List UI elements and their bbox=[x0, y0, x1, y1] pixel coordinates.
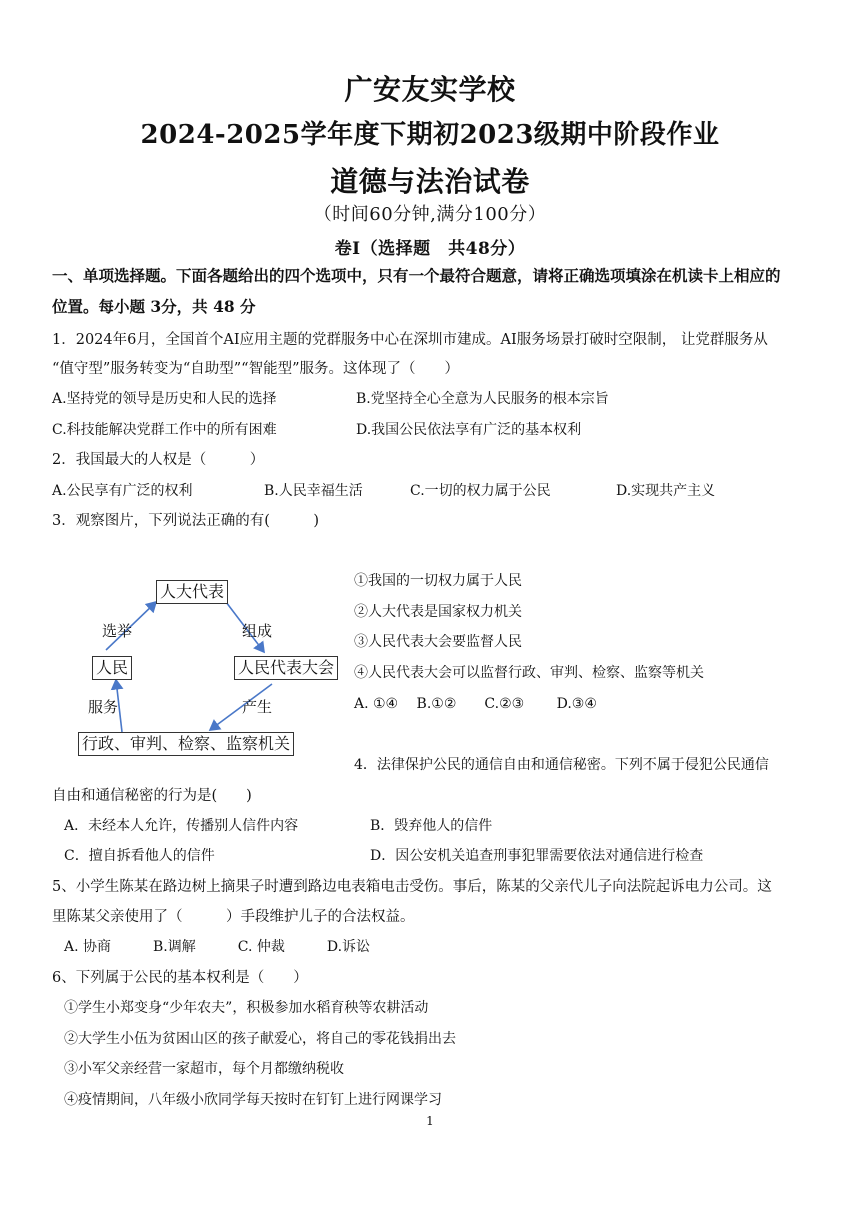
label-serve: 服务 bbox=[88, 698, 119, 716]
school-title: 广安友实学校 bbox=[344, 73, 516, 106]
box-deputies: 人大代表 bbox=[156, 580, 228, 604]
q1-option-d: D.我国公民依法享有广泛的基本权利 bbox=[356, 422, 582, 438]
label-elect: 选举 bbox=[102, 622, 133, 640]
q1-option-a: A.坚持党的领导是历史和人民的选择 bbox=[52, 391, 277, 407]
q6-stem: 6、下列属于公民的基本权利是（ ） bbox=[52, 970, 308, 986]
q4-option-c: C．擅自拆看他人的信件 bbox=[64, 848, 215, 864]
q3-statement-2: ②人大代表是国家权力机关 bbox=[354, 604, 522, 620]
box-organs: 行政、审判、检察、监察机关 bbox=[78, 732, 294, 756]
q2-option-d: D.实现共产主义 bbox=[616, 483, 716, 499]
q4-option-b: B．毁弃他人的信件 bbox=[370, 818, 493, 834]
q3-statement-4: ④人民代表大会可以监督行政、审判、检察、监察等机关 bbox=[354, 665, 704, 681]
q2-option-b: B.人民幸福生活 bbox=[264, 483, 363, 499]
q4-option-a: A．未经本人允许，传播别人信件内容 bbox=[64, 818, 299, 834]
q6-statement-1: ①学生小郑变身“少年农夫”，积极参加水稻育秧等农耕活动 bbox=[64, 1000, 429, 1016]
q1-stem-line1: 1．2024年6月，全国首个AI应用主题的党群服务中心在深圳市建成。AI服务场景打破时空限制， 让党群服务从 bbox=[52, 332, 768, 348]
q2-stem: 2．我国最大的人权是（ ） bbox=[52, 452, 265, 468]
q1-option-b: B.党坚持全心全意为人民服务的根本宗旨 bbox=[356, 391, 609, 407]
q5-options: A. 协商 B.调解 C. 仲裁 D.诉讼 bbox=[64, 939, 371, 955]
q3-statement-1: ①我国的一切权力属于人民 bbox=[354, 573, 522, 589]
box-congress: 人民代表大会 bbox=[234, 656, 338, 680]
box-people: 人民 bbox=[92, 656, 132, 680]
section1-heading-line2: 位置。每小题 3分，共 48 分 bbox=[52, 297, 256, 316]
q3-stem: 3．观察图片，下列说法正确的有( ) bbox=[52, 513, 320, 529]
q4-option-d: D．因公安机关追查刑事犯罪需要依法对通信进行检查 bbox=[370, 848, 704, 864]
q4-stem-line2: 自由和通信秘密的行为是( ) bbox=[52, 788, 252, 804]
time-info: （时间60分钟,满分100分） bbox=[313, 204, 547, 225]
exam-title: 2024-2025学年度下期初2023级期中阶段作业 bbox=[140, 120, 720, 150]
part-title: 卷Ⅰ（选择题 共48分） bbox=[334, 239, 526, 259]
q1-stem-line2: “值守型”服务转变为“自助型”“智能型”服务。这体现了（ ） bbox=[52, 361, 459, 377]
q6-statement-3: ③小军父亲经营一家超市，每个月都缴纳税收 bbox=[64, 1061, 344, 1077]
subject-title: 道德与法治试卷 bbox=[330, 165, 530, 198]
q3-options: A. ①④ B.①② C.②③ D.③④ bbox=[354, 696, 597, 712]
q3-power-diagram bbox=[78, 578, 340, 760]
q6-statement-2: ②大学生小伍为贫困山区的孩子献爱心，将自己的零花钱捐出去 bbox=[64, 1031, 456, 1047]
label-produce: 产生 bbox=[242, 698, 273, 716]
q2-option-a: A.公民享有广泛的权利 bbox=[52, 483, 193, 499]
q5-stem-line1: 5、小学生陈某在路边树上摘果子时遭到路边电表箱电击受伤。事后，陈某的父亲代儿子向法院起诉电力公司。这 bbox=[52, 879, 772, 895]
page-number: 1 bbox=[426, 1114, 434, 1128]
q1-option-c: C.科技能解决党群工作中的所有困难 bbox=[52, 422, 277, 438]
label-form: 组成 bbox=[242, 622, 273, 640]
q2-option-c: C.一切的权力属于公民 bbox=[410, 483, 551, 499]
q4-stem-line1: 4．法律保护公民的通信自由和通信秘密。下列不属于侵犯公民通信 bbox=[354, 757, 769, 773]
q3-statement-3: ③人民代表大会要监督人民 bbox=[354, 634, 522, 650]
q6-statement-4: ④疫情期间，八年级小欣同学每天按时在钉钉上进行网课学习 bbox=[64, 1092, 442, 1108]
q5-stem-line2: 里陈某父亲使用了（ ）手段维护儿子的合法权益。 bbox=[52, 909, 415, 925]
section1-heading-line1: 一、单项选择题。下面各题给出的四个选项中，只有一个最符合题意，请将正确选项填涂在机读卡上相应的 bbox=[52, 266, 781, 285]
